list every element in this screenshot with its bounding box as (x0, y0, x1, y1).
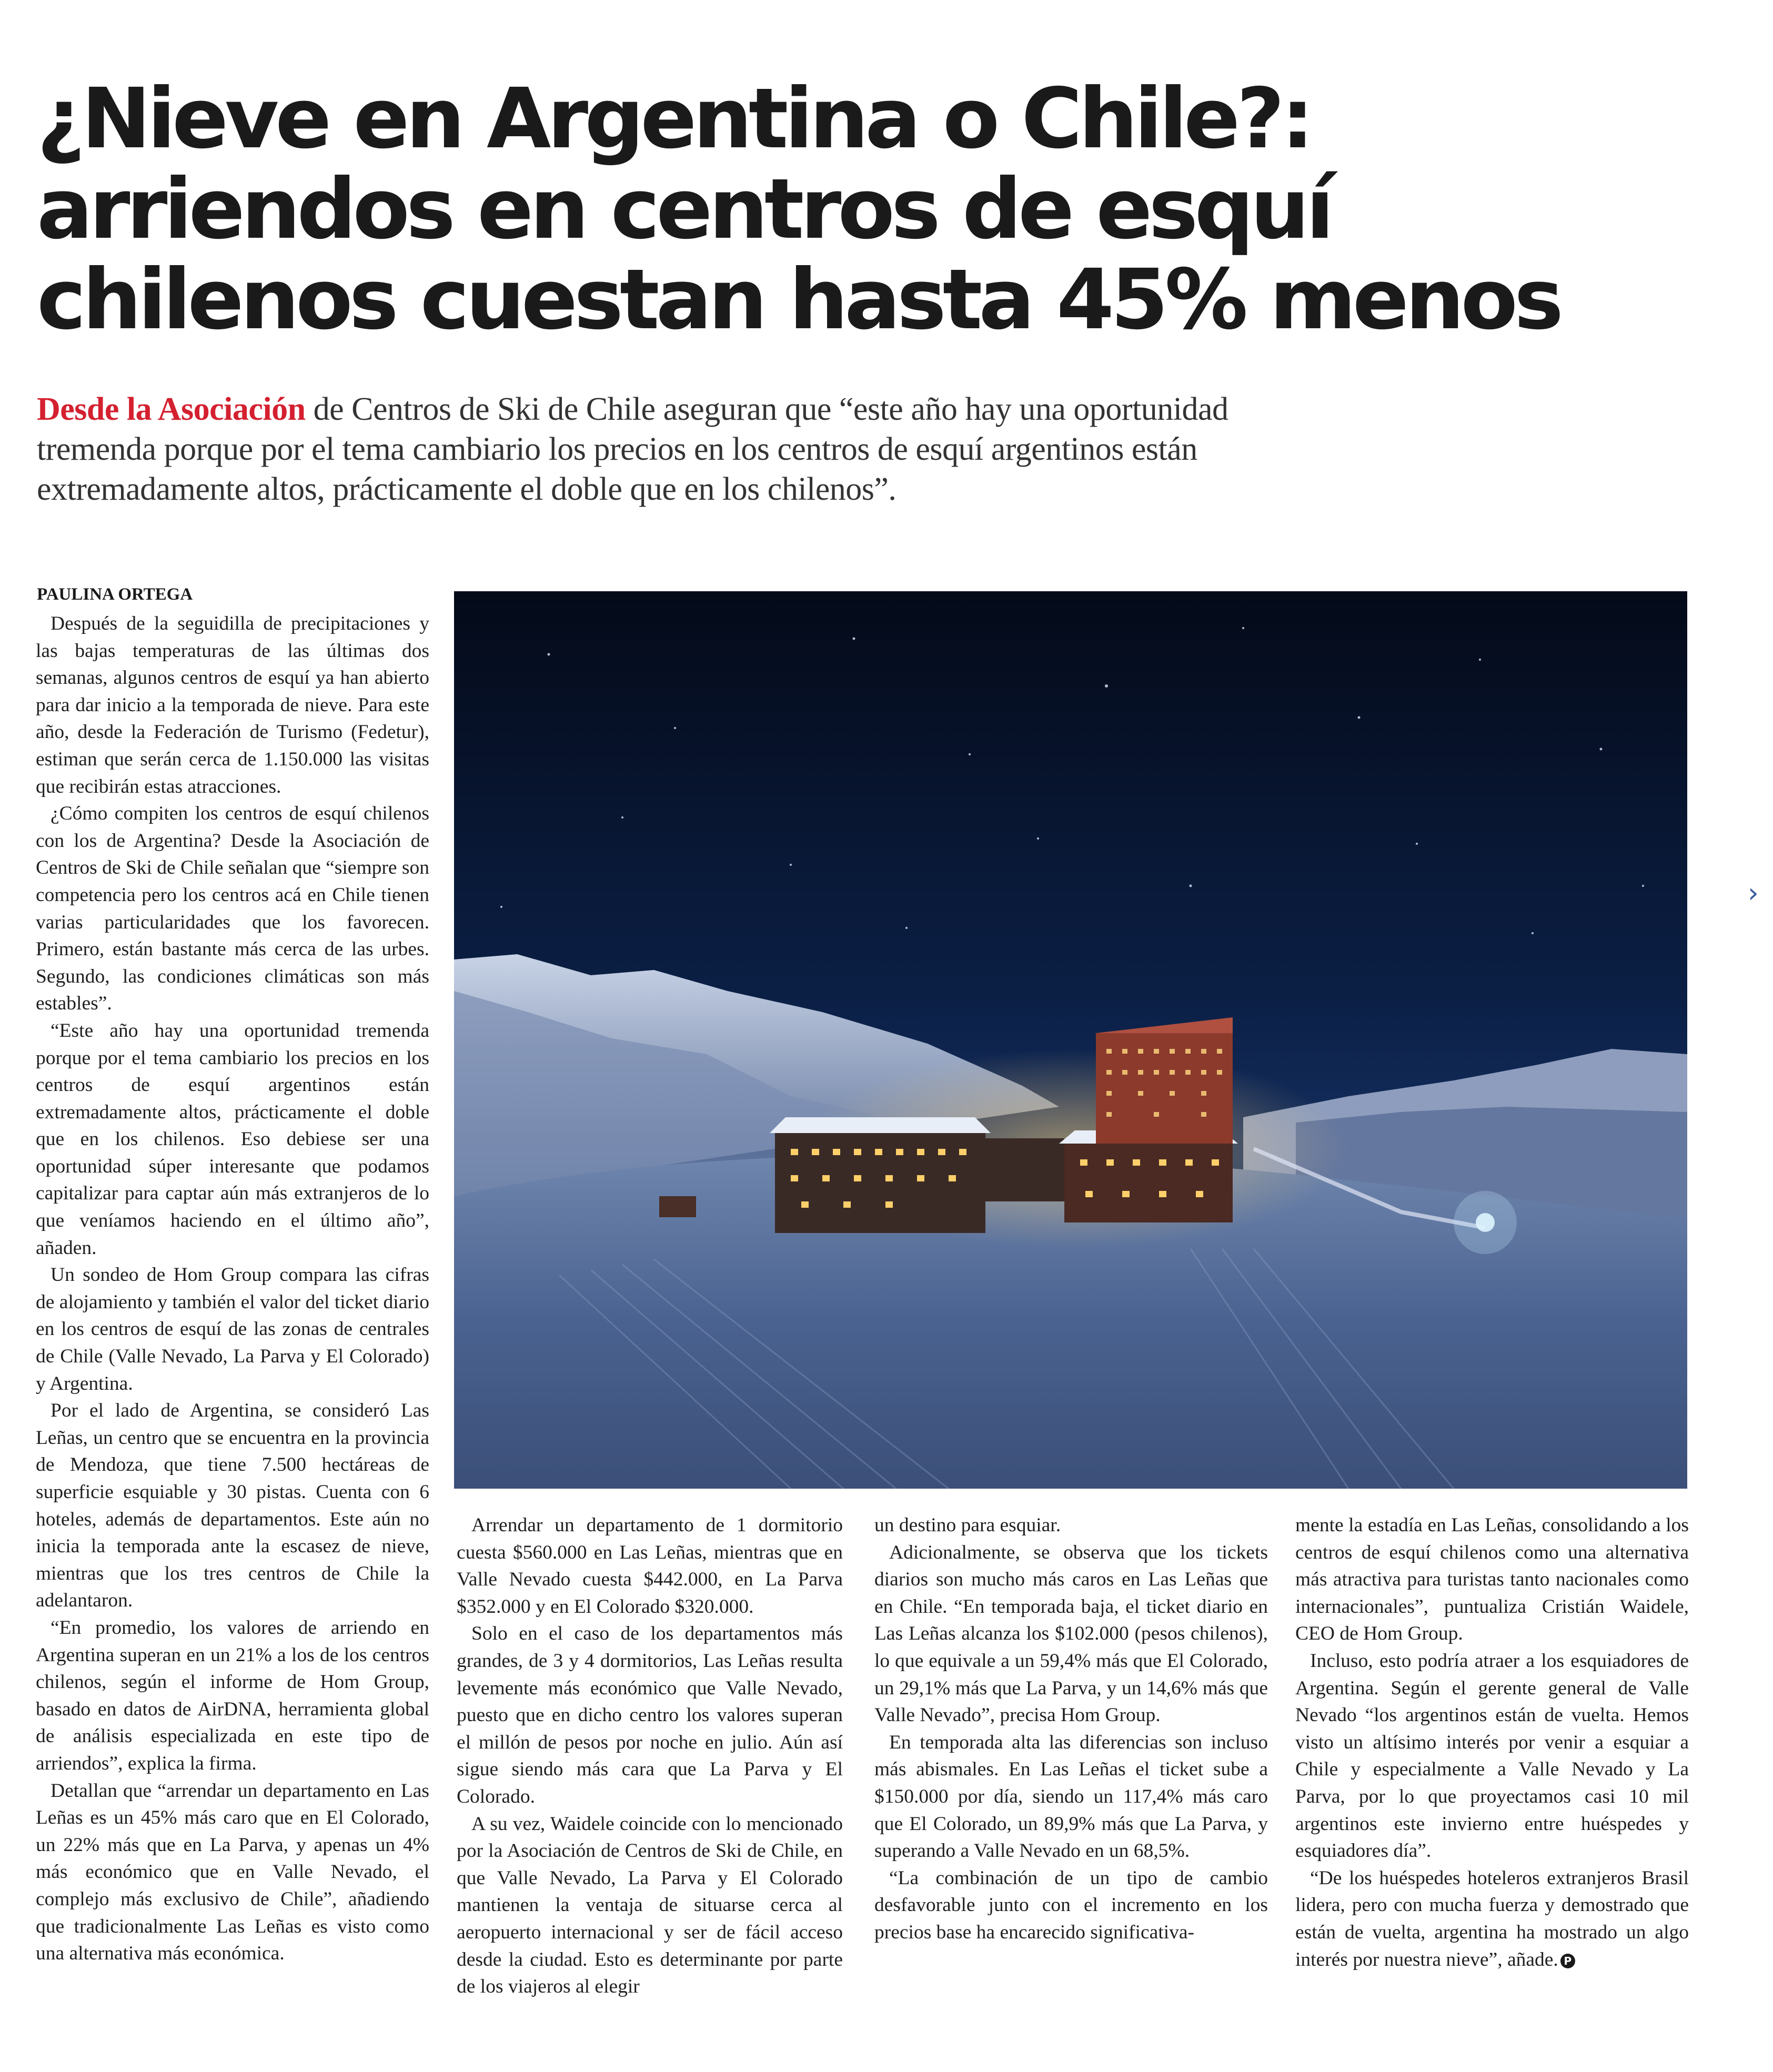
paragraph: Solo en el caso de los departamentos más grandes, de 3 y 4 dormitorios, Las Leñas resulta levemente más económico que Valle Nevado, puesto que en dicho centro los valores superan el millón de pesos por noche en julio. Aún así sigue siendo más cara que La Parva y El Colorado. (457, 1623, 843, 1807)
body-column-3 (874, 1512, 1268, 1946)
paragraph-text: “De los huéspedes hoteleros extranjeros Brasil lidera, pero con mucha fuerza y demostrado que están de vuelta, argentina ha mostrado un algo interés por nuestra nieve”, añade. (1295, 1867, 1689, 1970)
body-column-4 (1295, 1512, 1689, 1973)
paragraph: Un sondeo de Hom Group compara las cifras de alojamiento y también el valor del ticket diario en los centros de esquí de las zonas de centrales de Chile (Valle Nevado, La Parva y El Colorado) y Argentina. (36, 1264, 429, 1394)
paragraph: “Este año hay una oportunidad tremenda porque por el tema cambiario los precios en los centros de esquí argentinos están extremadamente altos, prácticamente el doble que en los chilenos. Eso debiese ser una oportunidad súper interesante que podamos capitalizar para captar aún más extranjeros de lo que veníamos haciendo en el último año”, añaden. (36, 1019, 429, 1259)
paragraph: “La combinación de un tipo de cambio desfavorable junto con el incremento en los precios base ha encarecido significativa- (874, 1867, 1268, 1943)
body-column-2 (457, 1512, 843, 2000)
paragraph: Por el lado de Argentina, se consideró Las Leñas, un centro que se encuentra en la provincia de Mendoza, que tiene 7.500 hectáreas de superficie esquiable y 30 pistas. Cuenta con 6 hoteles, además de departamentos. Este aún no inicia la temporada ante la escasez de nieve, mientras que los tres centros de Chile la adelantaron. (36, 1400, 429, 1612)
headline-line-3: chilenos cuestan hasta 45% menos (37, 251, 1560, 348)
lead-paragraph (37, 389, 1352, 509)
lead-kicker: Desde la Asociación (37, 391, 306, 427)
paragraph: Detallan que “arrendar un departamento en Las Leñas es un 45% más caro que en El Colorado, un 22% más que en La Parva, y apenas un 4% más económico que en Valle Nevado, el complejo más exclusivo de Chile”, añadiendo que tradicionalmente Las Leñas es visto como una alternativa más económica. (36, 1780, 429, 1965)
next-page-chevron-icon[interactable]: › (1748, 877, 1759, 909)
headline (37, 70, 1560, 348)
byline: PAULINA ORTEGA (37, 585, 193, 604)
paragraph: ¿Cómo compiten los centros de esquí chilenos con los de Argentina? Desde la Asociación de Centros de Ski de Chile señalan que “siempre son competencia pero los centros acá en Chile tienen varias particularidades que los favorecen. Primero, están bastante más cerca de las urbes. Segundo, las condiciones climáticas son más estables”. (36, 803, 429, 1015)
ski-resort-night-photo (454, 591, 1687, 1489)
paragraph: Adicionalmente, se observa que los tickets diarios son mucho más caros en Las Leñas que en Chile. “En temporada baja, el ticket diario en Las Leñas alcanza los $102.000 (pesos chilenos), lo que equivale a un 59,4% más que El Colorado, un 29,1% más que La Parva, y un 14,6% más que Valle Nevado”, precisa Hom Group. (874, 1541, 1268, 1726)
paragraph: un destino para esquiar. (874, 1514, 1061, 1536)
paragraph: “En promedio, los valores de arriendo en Argentina superan en un 21% a los de los centros chilenos, según el informe de Hom Group, basado en datos de AirDNA, herramienta global de análisis especializada en este tipo de arriendos”, explica la firma. (36, 1616, 429, 1774)
headline-line-1: ¿Nieve en Argentina o Chile?: (37, 70, 1311, 167)
paragraph: Arrendar un departamento de 1 dormitorio cuesta $560.000 en Las Leñas, mientras que en Valle Nevado cuesta $442.000, en La Parva $352.000 y en El Colorado $320.000. (457, 1514, 843, 1618)
body-column-1 (36, 610, 429, 1967)
paragraph: En temporada alta las diferencias son incluso más abismales. En Las Leñas el ticket sube a $150.000 por día, siendo un 117,4% más caro que El Colorado, un 89,9% más que La Parva, y superando a Valle Nevado en un 68,5%. (874, 1731, 1268, 1862)
paragraph: A su vez, Waidele coincide con lo mencionado por la Asociación de Centros de Ski de Chile, en que Valle Nevado, La Parva y El Colorado mantienen la ventaja de situarse cerca al aeropuerto internacional y ser de fácil acceso desde la ciudad. Esto es determinante por parte de los viajeros al elegir (457, 1813, 843, 1998)
paragraph (1295, 1865, 1689, 1973)
paragraph: Después de la seguidilla de precipitaciones y las bajas temperaturas de las últimas dos semanas, algunos centros de esquí ya han abierto para dar inicio a la temporada de nieve. Para este año, desde la Federación de Turismo (Fedetur), estiman que serán cerca de 1.150.000 las visitas que recibirán estas atracciones. (36, 613, 429, 797)
lead-body: de Centros de Ski de Chile aseguran que “este año hay una oportunidad tremenda porque por el tema cambiario los precios en los centros de esquí argentinos están extremadamente altos, prácticamente el doble que en los chilenos”. (37, 391, 1228, 507)
paragraph: Incluso, esto podría atraer a los esquiadores de Argentina. Según el gerente general de Valle Nevado “los argentinos están de vuelta. Hemos visto un altísimo interés por venir a esquiar a Chile y especialmente a Valle Nevado y La Parva, por lo que proyectamos casi 10 mil argentinos este invierno entre huéspedes y esquiadores día”. (1295, 1650, 1689, 1862)
paragraph: mente la estadía en Las Leñas, consolidando a los centros de esquí chilenos como una alternativa más atractiva para turistas tanto nacionales como internacionales”, puntualiza Cristián Waidele, CEO de Hom Group. (1295, 1514, 1689, 1645)
headline-line-2: arriendos en centros de esquí (37, 161, 1331, 258)
end-of-article-icon: P (1560, 1954, 1575, 1968)
